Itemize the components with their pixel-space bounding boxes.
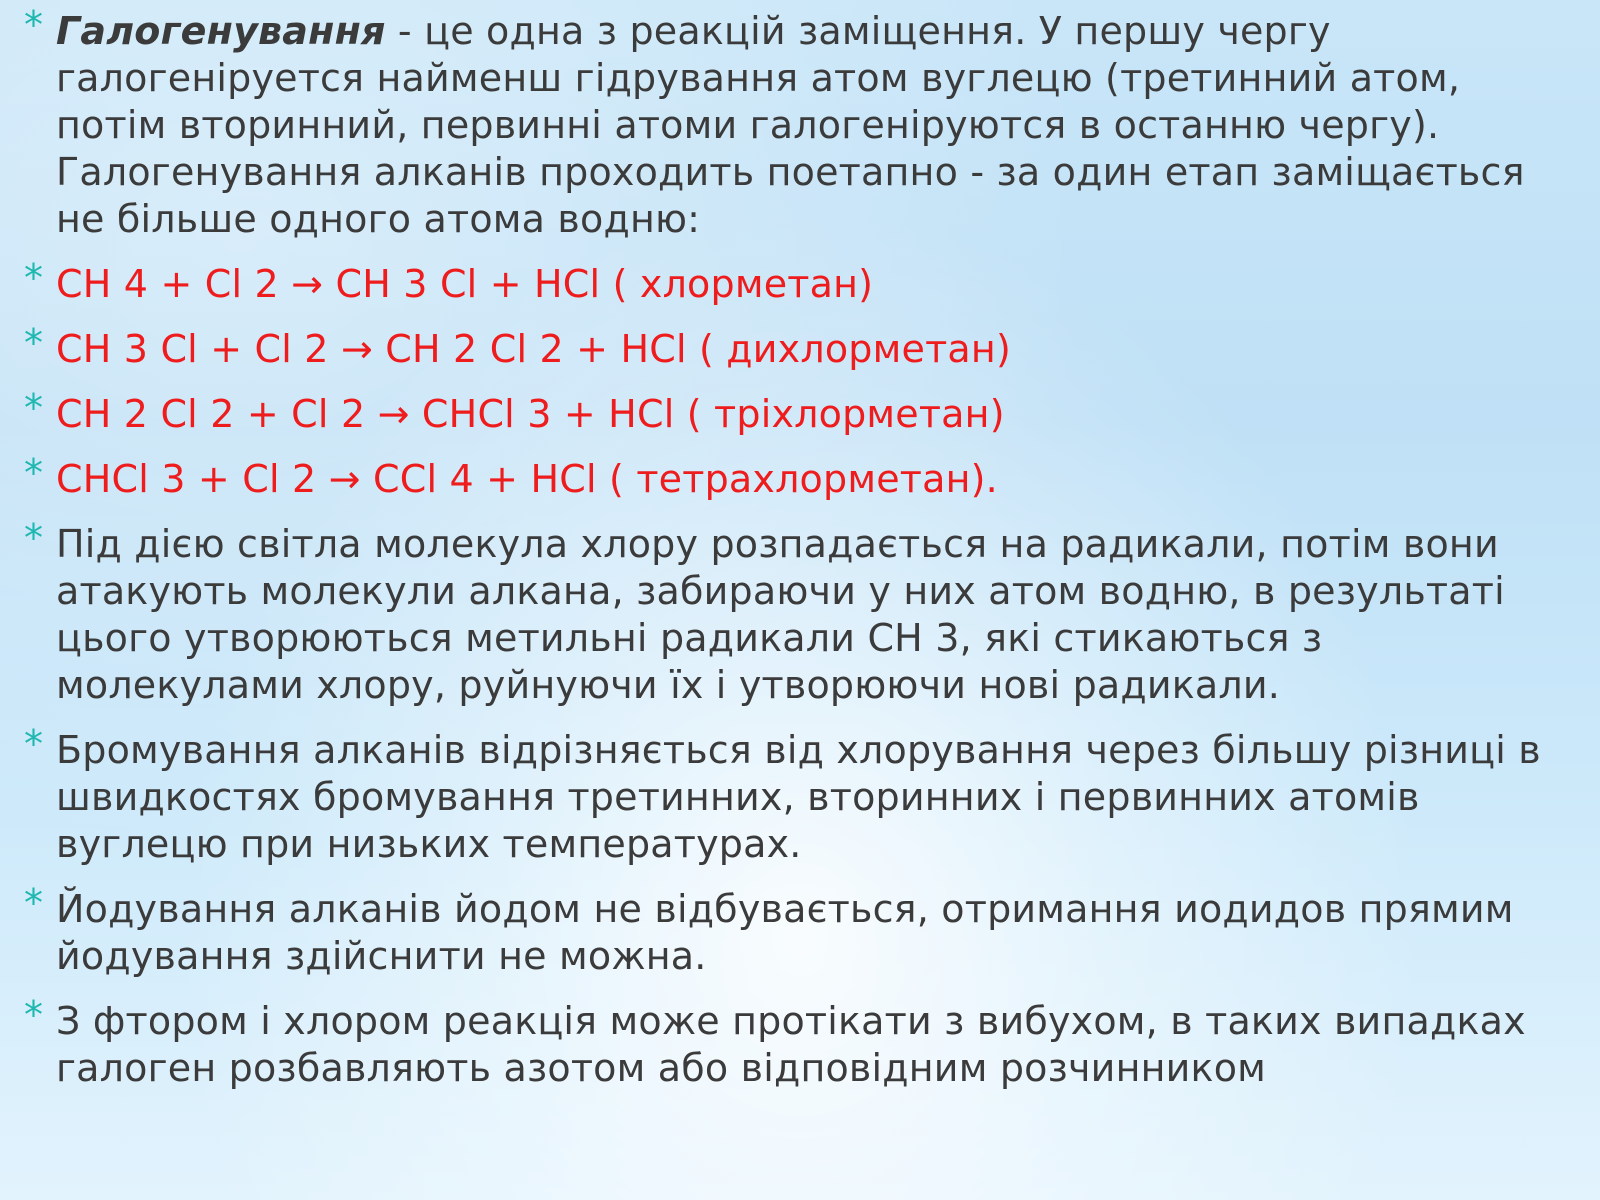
bullet-asterisk-icon: * xyxy=(24,451,44,495)
bullet-asterisk-icon: * xyxy=(24,3,44,47)
bullet-asterisk-icon: * xyxy=(24,722,44,766)
paragraph-text: Під дією світла молекула хлору розпадається на радикали, потім вони атакують молекули алкана, забираючи у них атом водню, в результаті цього утворюються метильні радикали СН 3, які стикаються з молекулами хлору, руйнуючи їх і утворюючи нові радикали. xyxy=(56,522,1505,707)
bullet-asterisk-icon: * xyxy=(24,993,44,1037)
paragraph-text: Бромування алканів відрізняється від хлорування через більшу різниці в швидкостях бромування третинних, вторинних і первинних атомів вуглецю при низьких температурах. xyxy=(56,728,1541,866)
bullet-asterisk-icon: * xyxy=(24,321,44,365)
paragraph-text: З фтором і хлором реакція може протікати з вибухом, в таких випадках галоген розбавляють азотом або відповідним розчинником xyxy=(56,999,1526,1090)
paragraph-text: Йодування алканів йодом не відбувається, отримання иодидов прямим йодування здійснити не можна. xyxy=(56,887,1514,978)
reaction-item xyxy=(24,386,1580,438)
paragraph-iodination xyxy=(24,881,1580,980)
reaction-text: CHCl 3 + Cl 2 → CCl 4 + HCl ( тетрахлорметан). xyxy=(56,457,998,501)
paragraph-bromination xyxy=(24,722,1580,868)
paragraph-radicals xyxy=(24,516,1580,709)
bullet-asterisk-icon: * xyxy=(24,256,44,300)
reaction-text: CH 3 Cl + Cl 2 → CH 2 Cl 2 + HCl ( дихлорметан) xyxy=(56,327,1011,371)
reaction-text: CH 2 Cl 2 + Cl 2 → CHCl 3 + HCl ( тріхлорметан) xyxy=(56,392,1005,436)
reaction-item xyxy=(24,321,1580,373)
bullet-asterisk-icon: * xyxy=(24,881,44,925)
bullet-asterisk-icon: * xyxy=(24,386,44,430)
bullet-asterisk-icon: * xyxy=(24,516,44,560)
term-halogenation: Галогенування xyxy=(56,9,386,53)
intro-paragraph xyxy=(24,3,1580,243)
reaction-text: CH 4 + Cl 2 → CH 3 Cl + HCl ( хлорметан) xyxy=(56,262,874,306)
reaction-item xyxy=(24,451,1580,503)
slide-content xyxy=(24,3,1580,1188)
paragraph-fluorination xyxy=(24,993,1580,1092)
reaction-item xyxy=(24,256,1580,308)
intro-text: - це одна з реакцій заміщення. У першу чергу галогеніруется найменш гідрування атом вуглецю (третинний атом, потім вторинний, первинні атоми галогеніруются в останню чергу). Галогенування алканів проходить поетапно - за один етап заміщається не більше одного атома водню: xyxy=(56,9,1525,241)
